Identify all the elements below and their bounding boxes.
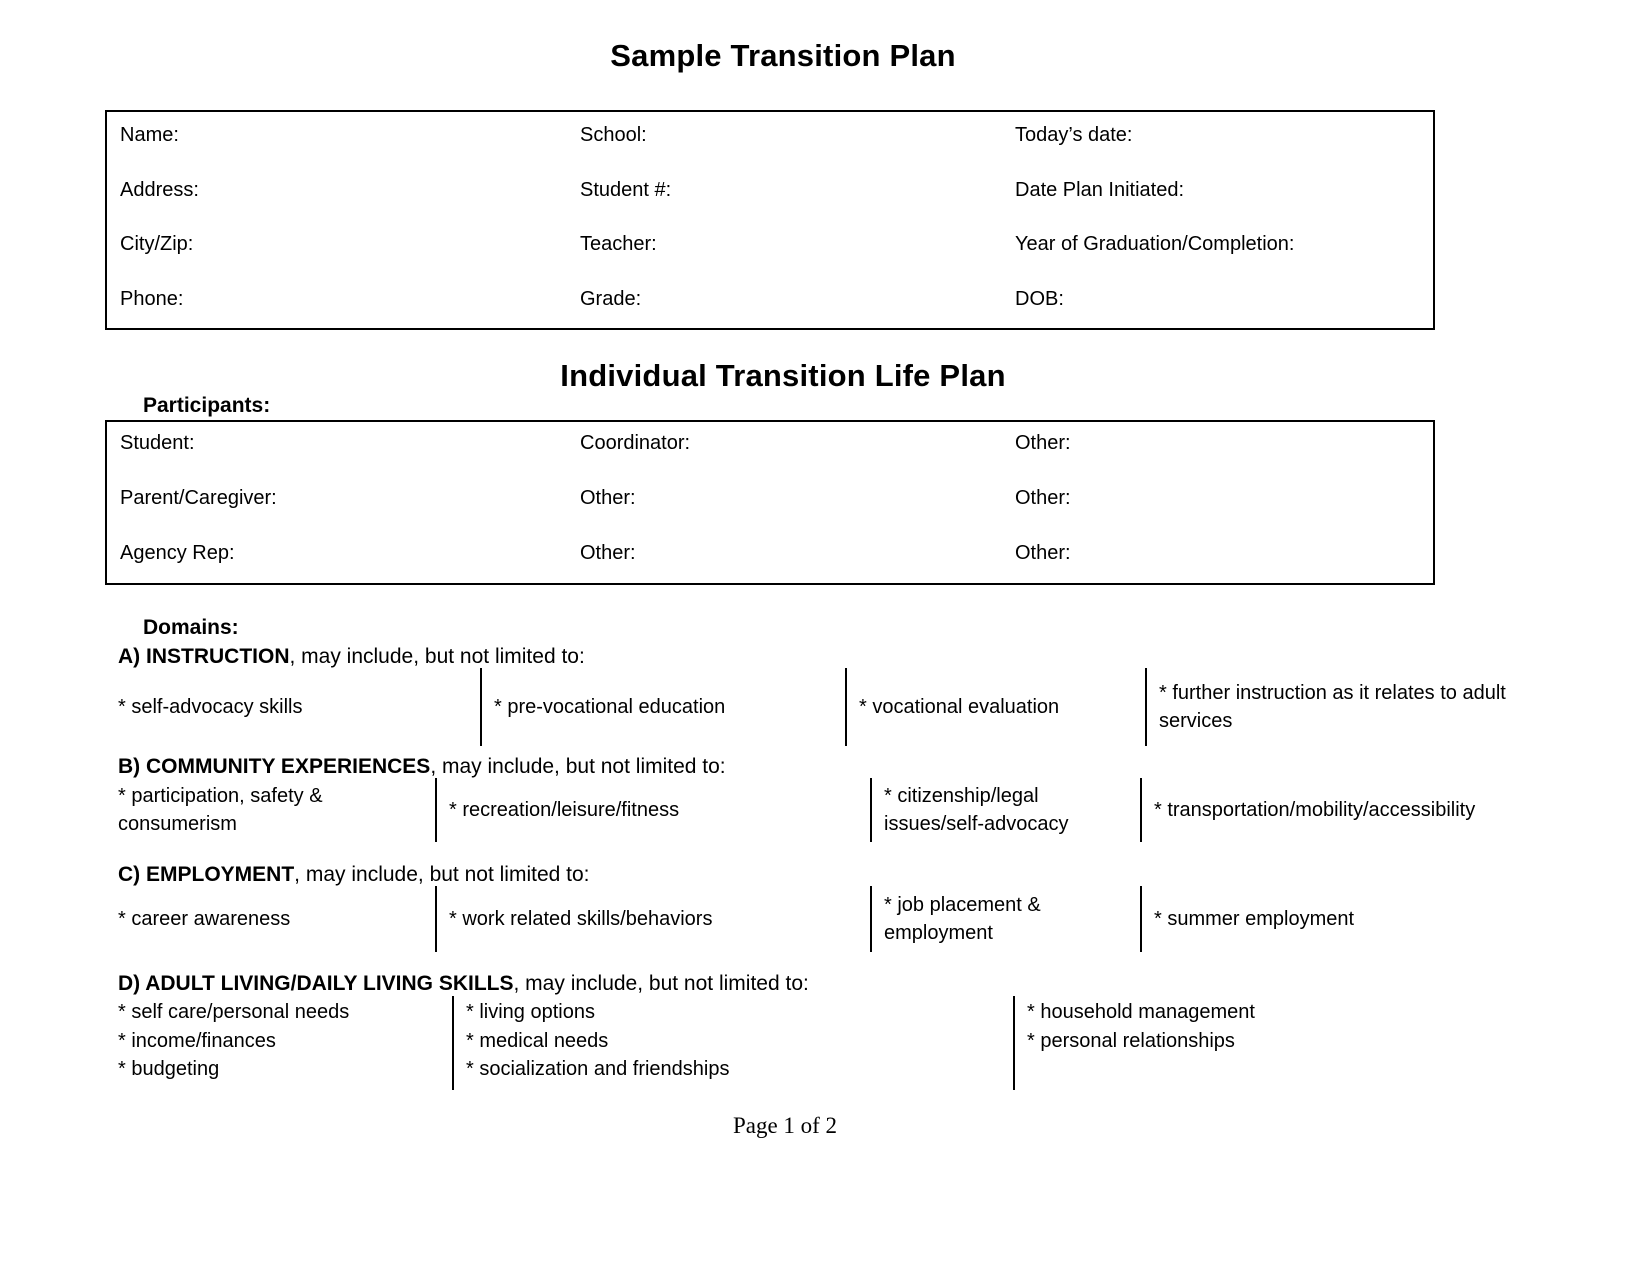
domain-d-item-7: * household management bbox=[1027, 1001, 1255, 1023]
participants-column-3 bbox=[1015, 422, 1071, 597]
domain-d-item-2: * income/finances bbox=[118, 1029, 276, 1052]
domain-d-item-8: * personal relationships bbox=[1027, 1029, 1235, 1052]
domain-c-heading bbox=[118, 863, 589, 887]
info-box-column-3 bbox=[1015, 112, 1294, 342]
domain-a-suffix: , may include, but not limited to: bbox=[289, 645, 585, 668]
domain-c-item-4: * summer employment bbox=[1140, 886, 1550, 952]
agency-rep-field-label: Agency Rep: bbox=[120, 542, 235, 564]
domain-b-heading bbox=[118, 755, 726, 779]
other-field-label: Other: bbox=[580, 542, 636, 564]
page-footer: Page 1 of 2 bbox=[732, 1113, 838, 1138]
other-field-label: Other: bbox=[580, 487, 636, 509]
school-field-label: School: bbox=[580, 124, 647, 146]
student-info-box bbox=[105, 110, 1435, 330]
domain-a-name: A) INSTRUCTION bbox=[118, 645, 290, 668]
domain-b-suffix: , may include, but not limited to: bbox=[430, 755, 726, 778]
coordinator-field-label: Coordinator: bbox=[580, 432, 691, 454]
domain-c-suffix: , may include, but not limited to: bbox=[294, 863, 590, 886]
domain-a-item-4: * further instruction as it relates to adult services bbox=[1145, 668, 1550, 746]
participants-column-2 bbox=[580, 422, 690, 597]
domain-c-name: C) EMPLOYMENT bbox=[118, 863, 295, 886]
domain-c-item-2: * work related skills/behaviors bbox=[435, 886, 870, 952]
domain-d-items bbox=[105, 996, 1550, 1090]
info-box-column-1 bbox=[120, 112, 199, 342]
phone-field-label: Phone: bbox=[120, 287, 184, 310]
domain-a-item-3: * vocational evaluation bbox=[845, 668, 1145, 746]
domain-b-item-3: * citizenship/legal issues/self-advocacy bbox=[870, 778, 1140, 842]
domain-a-item-2: * pre-vocational education bbox=[480, 668, 845, 746]
participants-box bbox=[105, 420, 1435, 585]
domain-d-suffix: , may include, but not limited to: bbox=[513, 972, 809, 995]
address-field-label: Address: bbox=[120, 178, 199, 201]
domain-d-item-5: * medical needs bbox=[466, 1029, 609, 1052]
other-field-label: Other: bbox=[1015, 542, 1071, 564]
domain-d-item-6: * socialization and friendships bbox=[466, 1058, 730, 1080]
domain-d-column-1 bbox=[105, 996, 452, 1090]
participants-label: Participants: bbox=[143, 394, 271, 417]
domain-c-item-3: * job placement & employment bbox=[870, 886, 1140, 952]
todays-date-field-label: Today’s date: bbox=[1015, 124, 1133, 146]
domain-d-name: D) ADULT LIVING/DAILY LIVING SKILLS bbox=[118, 972, 514, 995]
domain-d-item-1: * self care/personal needs bbox=[118, 1001, 350, 1023]
domain-b-name: B) COMMUNITY EXPERIENCES bbox=[118, 755, 431, 778]
dob-field-label: DOB: bbox=[1015, 287, 1064, 310]
domain-a-item-1: * self-advocacy skills bbox=[118, 696, 303, 718]
teacher-field-label: Teacher: bbox=[580, 233, 657, 255]
graduation-year-field-label: Year of Graduation/Completion: bbox=[1015, 233, 1295, 255]
domain-b-item-1: * participation, safety & consumerism bbox=[118, 785, 323, 835]
participants-column-1 bbox=[120, 422, 277, 597]
other-field-label: Other: bbox=[1015, 487, 1071, 509]
info-box-column-2 bbox=[580, 112, 671, 342]
domain-b-items bbox=[105, 778, 1550, 842]
domain-a-items bbox=[105, 668, 1550, 746]
grade-field-label: Grade: bbox=[580, 287, 642, 310]
name-field-label: Name: bbox=[120, 124, 179, 146]
domain-d-column-3 bbox=[1013, 996, 1550, 1090]
domain-b-item-2: * recreation/leisure/fitness bbox=[435, 778, 870, 842]
domain-a-heading bbox=[118, 645, 585, 669]
domain-d-item-3: * budgeting bbox=[118, 1058, 220, 1080]
domain-c-items bbox=[105, 886, 1550, 952]
domain-d-heading bbox=[118, 972, 809, 996]
section-title: Individual Transition Life Plan bbox=[560, 358, 1006, 393]
document-content bbox=[105, 0, 1506, 1275]
page-title: Sample Transition Plan bbox=[610, 38, 956, 73]
other-field-label: Other: bbox=[1015, 432, 1071, 454]
domains-label: Domains: bbox=[143, 616, 239, 639]
domain-c-item-1: * career awareness bbox=[118, 908, 291, 930]
parent-caregiver-field-label: Parent/Caregiver: bbox=[120, 487, 277, 509]
domain-b-item-4: * transportation/mobility/accessibility bbox=[1140, 778, 1550, 842]
student-number-field-label: Student #: bbox=[580, 178, 672, 201]
domain-d-item-4: * living options bbox=[466, 1001, 595, 1023]
date-plan-initiated-field-label: Date Plan Initiated: bbox=[1015, 178, 1184, 201]
city-zip-field-label: City/Zip: bbox=[120, 233, 194, 255]
student-field-label: Student: bbox=[120, 432, 195, 454]
domain-d-column-2 bbox=[452, 996, 1013, 1090]
